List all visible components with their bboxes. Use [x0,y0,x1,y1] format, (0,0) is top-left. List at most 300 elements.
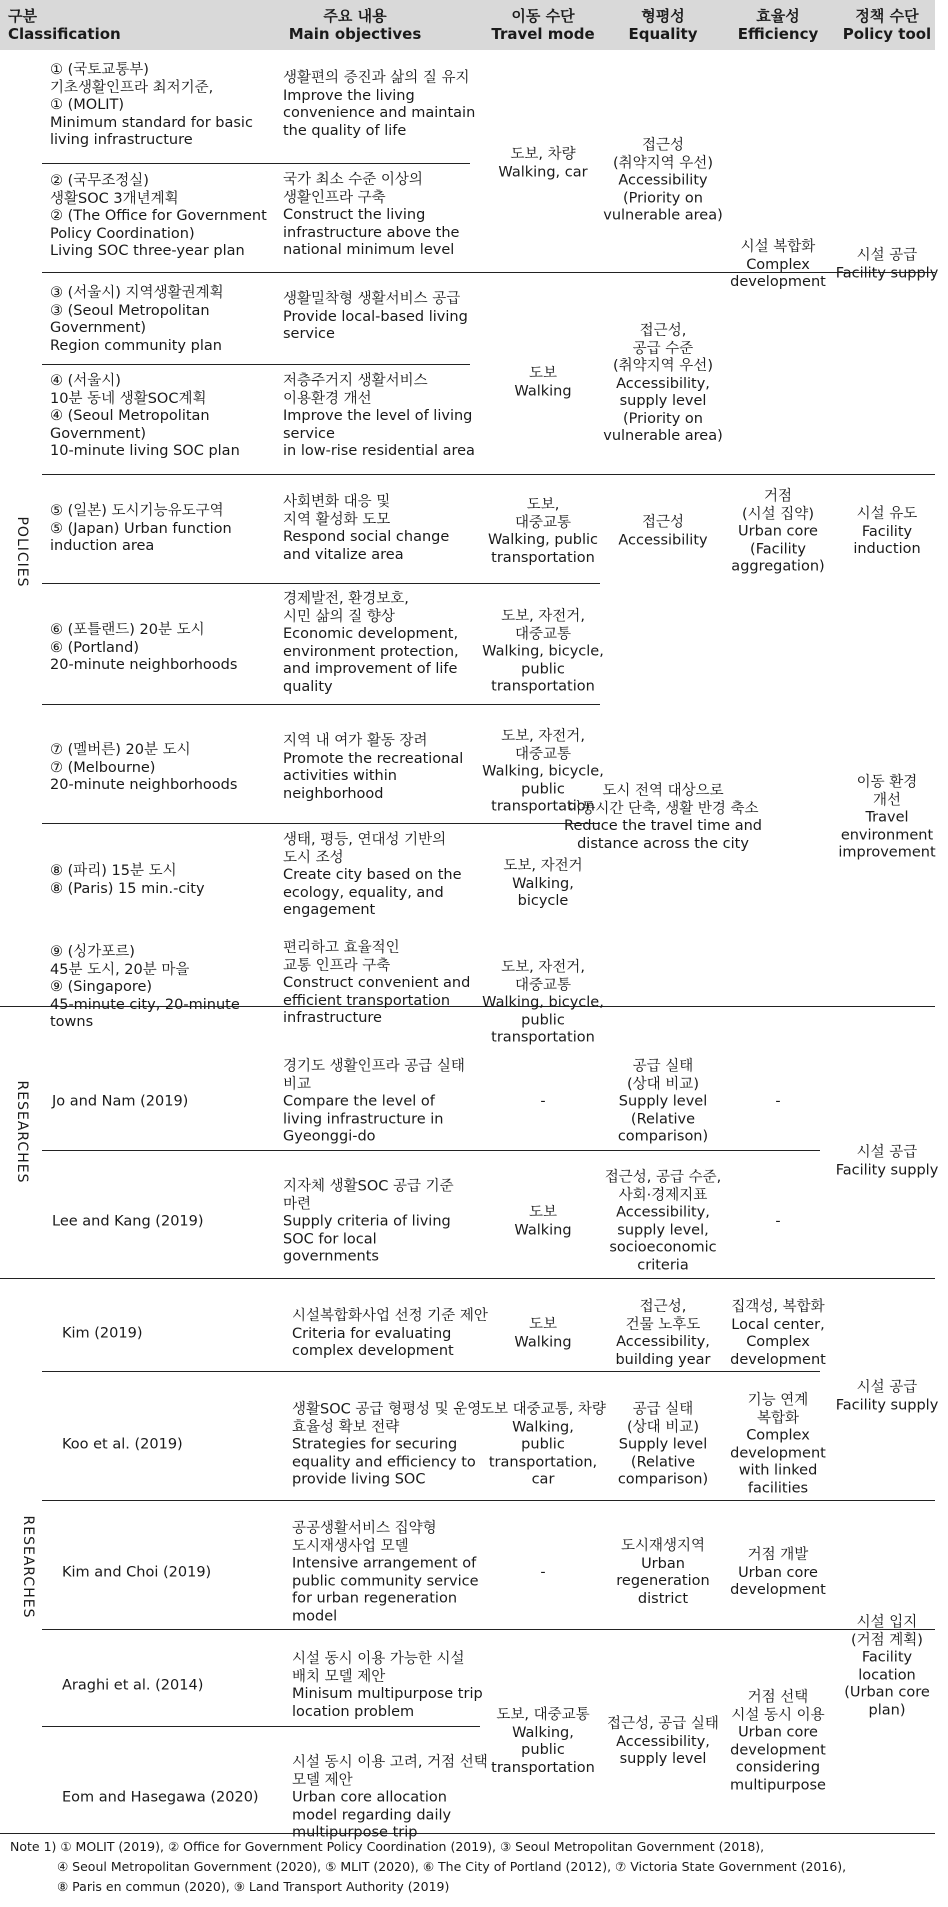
cell-line: complex development [292,1342,454,1359]
research-equality [616,1538,709,1608]
cell-line: public [521,1011,565,1028]
row-divider [42,272,935,273]
research-objectives [292,1521,479,1626]
cell-line: Facility supply [835,265,939,281]
research-classification [62,1564,211,1582]
research-objectives [292,1754,488,1842]
cell-line: 형평성 [641,7,685,25]
research-efficiency [730,1690,826,1795]
research-travel-mode [514,1205,571,1240]
cell-line: 국가 최소 수준 이상의 [283,172,423,188]
policy-equality [603,323,723,446]
cell-line: 지자체 생활SOC 공급 기준 [283,1178,454,1195]
cell-line: Minimum standard for basic [50,114,253,131]
research-classification [52,1213,204,1231]
cell-line: (취약지역 우선) [613,154,713,171]
cell-line: ⑤ (Japan) Urban function [50,520,232,537]
policy-objectives [283,373,475,461]
cell-line: 공공생활서비스 집약형 [292,1520,437,1537]
cell-line: Construct convenient and [283,975,471,991]
cell-line: regeneration [616,1573,710,1589]
header-classification [8,7,121,43]
cell-line: Walking, [512,875,574,892]
research-policy-tool [836,1380,939,1415]
cell-line: ④ (Seoul Metropolitan [50,408,210,424]
cell-line: Walking [514,1334,572,1350]
cell-line: in low-rise residential area [283,443,475,459]
cell-line: Criteria for evaluating [292,1325,452,1342]
cell-line: Classification [8,25,121,43]
cell-line: SOC for local [283,1230,377,1247]
cell-line: comparison) [617,1128,709,1145]
policy-equality [603,137,723,225]
cell-line: transportation [491,1029,595,1046]
research-objectives [292,1651,483,1721]
cell-line: service [283,326,335,342]
cell-line: location problem [292,1703,415,1720]
cell-line: efficient transportation [283,992,451,1009]
cell-line: Facility [861,1649,913,1666]
cell-line: Complex [746,1427,810,1444]
cell-line: Improve the living [283,87,415,104]
cell-line: 거점 [763,488,793,505]
cell-line: ecology, equality, and [283,884,444,901]
cell-line: ② (국무조정실) [50,173,149,189]
cell-line: Create city based on the [283,867,462,883]
cell-line: 시설 입지 [856,1614,918,1631]
research-classification [62,1325,143,1343]
row-divider [42,583,600,584]
cell-line: development [730,1581,826,1598]
cell-line: Facility [861,523,913,540]
cell-line: Accessibility, [616,1204,710,1221]
cell-line: 시설 유도 [856,505,918,522]
cell-line: 생활SOC 3개년계획 [50,190,179,207]
cell-line: 생활인프라 구축 [283,189,386,206]
research-classification [62,1789,259,1807]
cell-line: (Facility [750,540,806,557]
cell-line: (Relative [630,1453,696,1470]
row-divider [42,1726,480,1727]
row-divider [42,704,600,705]
cell-line: 저층주거지 생활서비스 [283,373,428,389]
policy-classification [50,373,240,461]
cell-line: Reduce the travel time and [564,818,762,834]
research-policy-tool [844,1615,930,1720]
policy-efficiency [731,488,824,576]
row-divider [42,1500,935,1501]
cell-line: 시민 삶의 질 향상 [283,608,395,625]
cell-line: (Relative [630,1110,696,1127]
cell-line: 시설복합화사업 선정 기준 제안 [292,1307,488,1324]
row-divider [42,474,935,475]
cell-line: (Priority on [623,189,703,206]
cell-line: 도보, 자전거, [501,728,585,745]
cell-line: ⑥ (Portland) [50,639,139,656]
footnote-line: ④ Seoul Metropolitan Government (2020), ⑤ MLIT (2020), ⑥ The City of Portland (2012), ⑦ Victoria State Government (2016), [57,1859,847,1874]
cell-line: 비교 [283,1075,312,1092]
cell-line: comparison) [617,1471,709,1488]
cell-line: 20-minute neighborhoods [50,777,238,793]
cell-line: model [292,1608,338,1624]
cell-line: 도보, 대중교통 [496,1707,590,1723]
cell-line: Walking, public [488,532,598,548]
cell-line: environment [840,826,934,843]
cell-line: considering [735,1759,821,1776]
cell-line: Policy tool [842,25,932,43]
cell-line: Compare the level of [283,1093,435,1110]
cell-line: environment protection, [283,643,459,660]
policy-objectives [283,291,468,344]
cell-line: 효율성 확보 전략 [292,1418,400,1435]
cell-line: Accessibility [618,532,708,548]
cell-line: socioeconomic [609,1239,717,1256]
cell-line: 효율성 [756,7,800,25]
cell-line: 공급 실태 [632,1401,694,1418]
cell-line: 생활SOC 공급 형평성 및 운영 [292,1401,482,1418]
cell-line: Construct the living [283,207,426,223]
cell-line: Facility supply [835,1162,939,1178]
policy-equality [618,515,707,550]
cell-line: Gyeonggi-do [283,1128,376,1145]
cell-line: 대중교통 [514,745,572,762]
cell-line: Urban [641,1555,685,1572]
cell-line: 복합화 [756,1410,800,1426]
cell-line: 접근성, 공급 수준, [604,1169,722,1186]
cell-line: 대중교통 [514,625,572,642]
cell-line: 편리하고 효율적인 [283,940,400,956]
cell-line: - [540,1093,546,1110]
cell-line: Intensive arrangement of [292,1555,477,1572]
policy-objectives [283,70,475,140]
cell-line: Government) [50,425,147,442]
cell-line: 구분 [8,7,37,25]
cell-line: ⑧ (파리) 15분 도시 [50,863,177,879]
cell-line: Koo et al. (2019) [62,1436,183,1453]
cell-line: neighborhood [283,785,384,802]
cell-line: and improvement of life [283,661,458,677]
cell-line: public [521,780,565,797]
cell-line: plan) [868,1702,906,1718]
research-policy-tool [836,1145,939,1180]
cell-line: ② (The Office for Government [50,208,267,224]
cell-line: Minisum multipurpose trip [292,1686,483,1702]
cell-line: Living SOC three-year plan [50,243,245,259]
research-equality [615,1299,710,1369]
research-objectives [283,1058,465,1146]
cell-line: 시설 공급 [856,1379,918,1396]
research-efficiency [775,1093,780,1111]
cell-line: development [730,1445,826,1461]
cell-line: transportation [491,1759,595,1776]
cell-line: engagement [283,902,376,918]
footnote-line: ⑧ Paris en commun (2020), ⑨ Land Transport Authority (2019) [57,1879,450,1894]
policy-travel-mode [482,608,604,696]
cell-line: public [521,1742,565,1758]
cell-line: Kim (2019) [62,1325,143,1342]
cell-line: 접근성, [639,322,687,339]
policy-objectives [283,172,459,260]
cell-line: Travel mode [491,25,595,43]
policy-classification [50,285,224,355]
cell-line: ⑤ (일본) 도시기능유도구역 [50,503,224,519]
cell-line: (상대 비교) [627,1418,699,1435]
cell-line: ⑦ (멜버른) 20분 도시 [50,742,191,758]
cell-line: 생활편의 증진과 삶의 질 유지 [283,70,470,86]
cell-line: infrastructure [283,1010,382,1026]
cell-line: ⑨ (싱가포르) [50,944,135,960]
policy-objectives [283,832,462,920]
research-travel-mode [491,1707,595,1777]
footnote-line: Note 1) ① MOLIT (2019), ② Office for Government Policy Coordination (2019), ③ Seoul Metropolitan Government (2018), [10,1839,765,1854]
cell-line: Complex [746,1334,810,1350]
cell-line: (취약지역 우선) [613,357,713,374]
policy-classification [50,863,205,898]
cell-line: ① (MOLIT) [50,97,125,113]
cell-line: and vitalize area [283,546,404,563]
cell-line: public [521,1436,565,1453]
cell-line: 지역 활성화 도모 [283,511,391,528]
cell-line: supply level [619,1750,707,1767]
policy-classification [50,503,232,556]
policy-objectives [283,940,470,1028]
cell-line: - [540,1564,546,1581]
cell-line: 20-minute neighborhoods [50,657,238,673]
cell-line: 이동 수단 [511,7,575,25]
row-divider [42,163,470,164]
row-divider [42,1150,820,1151]
cell-line: provide living SOC [292,1471,426,1488]
cell-line: 마련 [283,1195,312,1212]
header-main-objectives [289,7,422,43]
policy-travel-mode [482,959,604,1047]
research-equality [618,1058,708,1146]
policy-classification [50,62,253,150]
cell-line: 접근성 [641,514,685,531]
cell-line: 모델 제안 [292,1771,353,1788]
cell-line: 도보 [528,365,557,382]
cell-line: quality [283,678,333,695]
cell-line: Urban core allocation [292,1789,447,1806]
research-objectives [283,1178,454,1266]
cell-line: 시설 동시 이용 [731,1707,825,1723]
cell-line: national minimum level [283,242,455,258]
cell-line: Walking [514,383,572,399]
cell-line: multipurpose trip [292,1824,418,1841]
cell-line: infrastructure above the [283,224,460,241]
cell-line: Main objectives [288,25,422,43]
research-efficiency [775,1213,780,1231]
cell-line: Urban core [738,523,818,540]
cell-line: convenience and maintain [283,105,476,121]
cell-line: district [637,1590,689,1607]
cell-line: public [521,660,565,677]
cell-line: for urban regeneration [292,1590,458,1607]
cell-line: Facility supply [835,1397,939,1413]
cell-line: development [730,273,826,290]
cell-line: Supply level [618,1436,708,1453]
cell-line: aggregation) [731,558,825,575]
cell-line: supply level [619,392,707,409]
cell-line: Accessibility [618,172,708,189]
cell-line: transportation [491,798,595,815]
cell-line: Promote the recreational [283,750,464,767]
header-travel-mode [491,7,594,43]
research-efficiency [730,1299,826,1369]
cell-line: Urban core [738,1564,818,1581]
cell-line: 거점 개발 [747,1546,809,1563]
cell-line: (거점 계획) [851,1632,923,1648]
cell-line: Strategies for securing [292,1436,458,1453]
row-divider [42,823,600,824]
cell-line: 정책 수단 [855,7,919,25]
cell-line: 도보 [528,1316,557,1333]
cell-line: Accessibility, [616,1334,710,1350]
cell-line: 사회변화 대응 및 [283,494,391,510]
cell-line: Walking, bicycle, [482,763,604,780]
header-policy-tool [843,7,931,43]
policy-efficiency [730,239,826,292]
cell-line: Complex [746,256,810,273]
policy-objectives [283,494,449,564]
cell-line: development [730,1351,826,1368]
cell-line: 도보, 자전거, [501,608,585,625]
cell-line: improvement [838,844,936,861]
policy-tool [853,506,920,559]
policy-objectives [283,733,463,803]
policy-objectives [283,591,459,696]
cell-line: supply level, [617,1222,709,1238]
cell-line: 10-minute living SOC plan [50,443,240,459]
policy-tool [836,248,939,283]
cell-line: Accessibility, [616,375,710,392]
cell-line: transportation [491,549,595,566]
cell-line: 배치 모델 제안 [292,1668,386,1685]
cell-line: 도시재생사업 모델 [292,1538,409,1554]
cell-line: transportation [491,678,595,695]
cell-line: 도보, 자전거 [503,857,583,874]
cell-line: 대중교통 [514,976,572,993]
section-divider [0,1006,935,1007]
cell-line: Walking, car [498,164,588,180]
cell-line: 도보, 자전거, [501,959,585,976]
cell-line: - [775,1093,781,1110]
cell-line: 교통 인프라 구축 [283,957,391,974]
cell-line: building year [615,1351,711,1368]
cell-line: Jo and Nam (2019) [52,1093,189,1110]
cell-line: 도보 [528,1204,557,1221]
header-equality [628,7,697,43]
cell-line: Local center, [731,1316,825,1333]
cell-line: 시설 공급 [856,1144,918,1161]
cell-line: development [730,1742,826,1758]
cell-line: 이동시간 단축, 생활 반경 축소 [567,800,759,817]
cell-line: 대중교통 [514,514,572,531]
cell-line: 거점 선택 [747,1689,809,1706]
research-classification [62,1436,183,1454]
research-efficiency [730,1393,826,1498]
research-equality [607,1716,719,1769]
cell-line: Accessibility, [616,1733,710,1750]
cell-line: 45-minute city, 20-minute [50,996,240,1013]
research-classification [62,1677,203,1695]
cell-line: - [775,1213,781,1230]
cell-line: ④ (서울시) [50,373,121,389]
cell-line: 도시재생지역 [620,1538,706,1554]
cell-line: governments [283,1248,379,1265]
cell-line: Walking, [512,1724,574,1741]
research-travel-mode [540,1093,545,1111]
cell-line: Respond social change [283,529,450,545]
cell-line: Araghi et al. (2014) [62,1677,204,1694]
cell-line: Improve the level of living [283,408,473,424]
cell-line: Walking, [512,1418,574,1435]
cell-line: 시설 동시 이용 고려, 거점 선택 [292,1754,488,1771]
cell-line: service [283,425,335,442]
cell-line: induction area [50,538,155,554]
cell-line: Supply level [618,1093,708,1110]
cell-line: 도보, 차량 [510,146,576,163]
cell-line: 접근성, [639,1299,687,1315]
cell-line: 도보 대중교통, 차량 [480,1401,606,1418]
cell-line: 경제발전, 환경보호, [283,591,409,607]
research-travel-mode [514,1317,571,1352]
table-bottom-rule [0,1833,935,1834]
cell-line: public community service [292,1573,479,1589]
cell-line: 시설 공급 [856,247,918,264]
section-label-researches: RESEARCHES [14,1080,30,1184]
research-travel-mode [540,1564,545,1582]
cell-line: ③ (Seoul Metropolitan [50,302,210,319]
cell-line: 시설 동시 이용 가능한 시설 [292,1651,465,1667]
cell-line: living infrastructure in [283,1110,444,1127]
cell-line: living infrastructure [50,132,193,148]
cell-line: 도보, [526,497,560,513]
row-divider [42,1371,820,1372]
cell-line: 이용환경 개선 [283,390,372,407]
research-classification [52,1093,188,1111]
cell-line: Lee and Kang (2019) [52,1213,204,1230]
cell-line: 지역 내 여가 활동 장려 [283,733,428,749]
cell-line: Government) [50,320,147,336]
cell-line: ⑧ (Paris) 15 min.-city [50,880,205,897]
cell-line: 도시 조성 [283,849,344,866]
policy-tool [838,774,935,862]
cell-line: 공급 수준 [632,340,694,357]
cell-line: 사회·경제지표 [618,1187,708,1203]
policy-classification [50,944,240,1032]
cell-line: Kim and Choi (2019) [62,1564,212,1581]
cell-line: equality and efficiency to [292,1453,476,1470]
research-equality [605,1170,722,1275]
cell-line: 도시 전역 대상으로 [602,783,724,799]
cell-line: vulnerable area) [603,207,723,224]
cell-line: ⑦ (Melbourne) [50,759,156,776]
section-label-researches: RESEARCHES [20,1515,36,1619]
cell-line: Supply criteria of living [283,1213,451,1230]
policy-travel-mode [503,858,582,911]
cell-line: the quality of life [283,122,407,139]
cell-line: Policy Coordination) [50,225,195,242]
cell-line: 접근성 [641,137,685,154]
policy-classification [50,622,237,675]
cell-line: 45분 도시, 20분 마을 [50,961,190,978]
research-objectives [292,1401,481,1489]
cell-line: 시설 복합화 [740,238,816,255]
cell-line: facilities [747,1480,809,1496]
cell-line: 공급 실태 [632,1058,694,1075]
cell-line: Walking, bicycle, [482,994,604,1011]
